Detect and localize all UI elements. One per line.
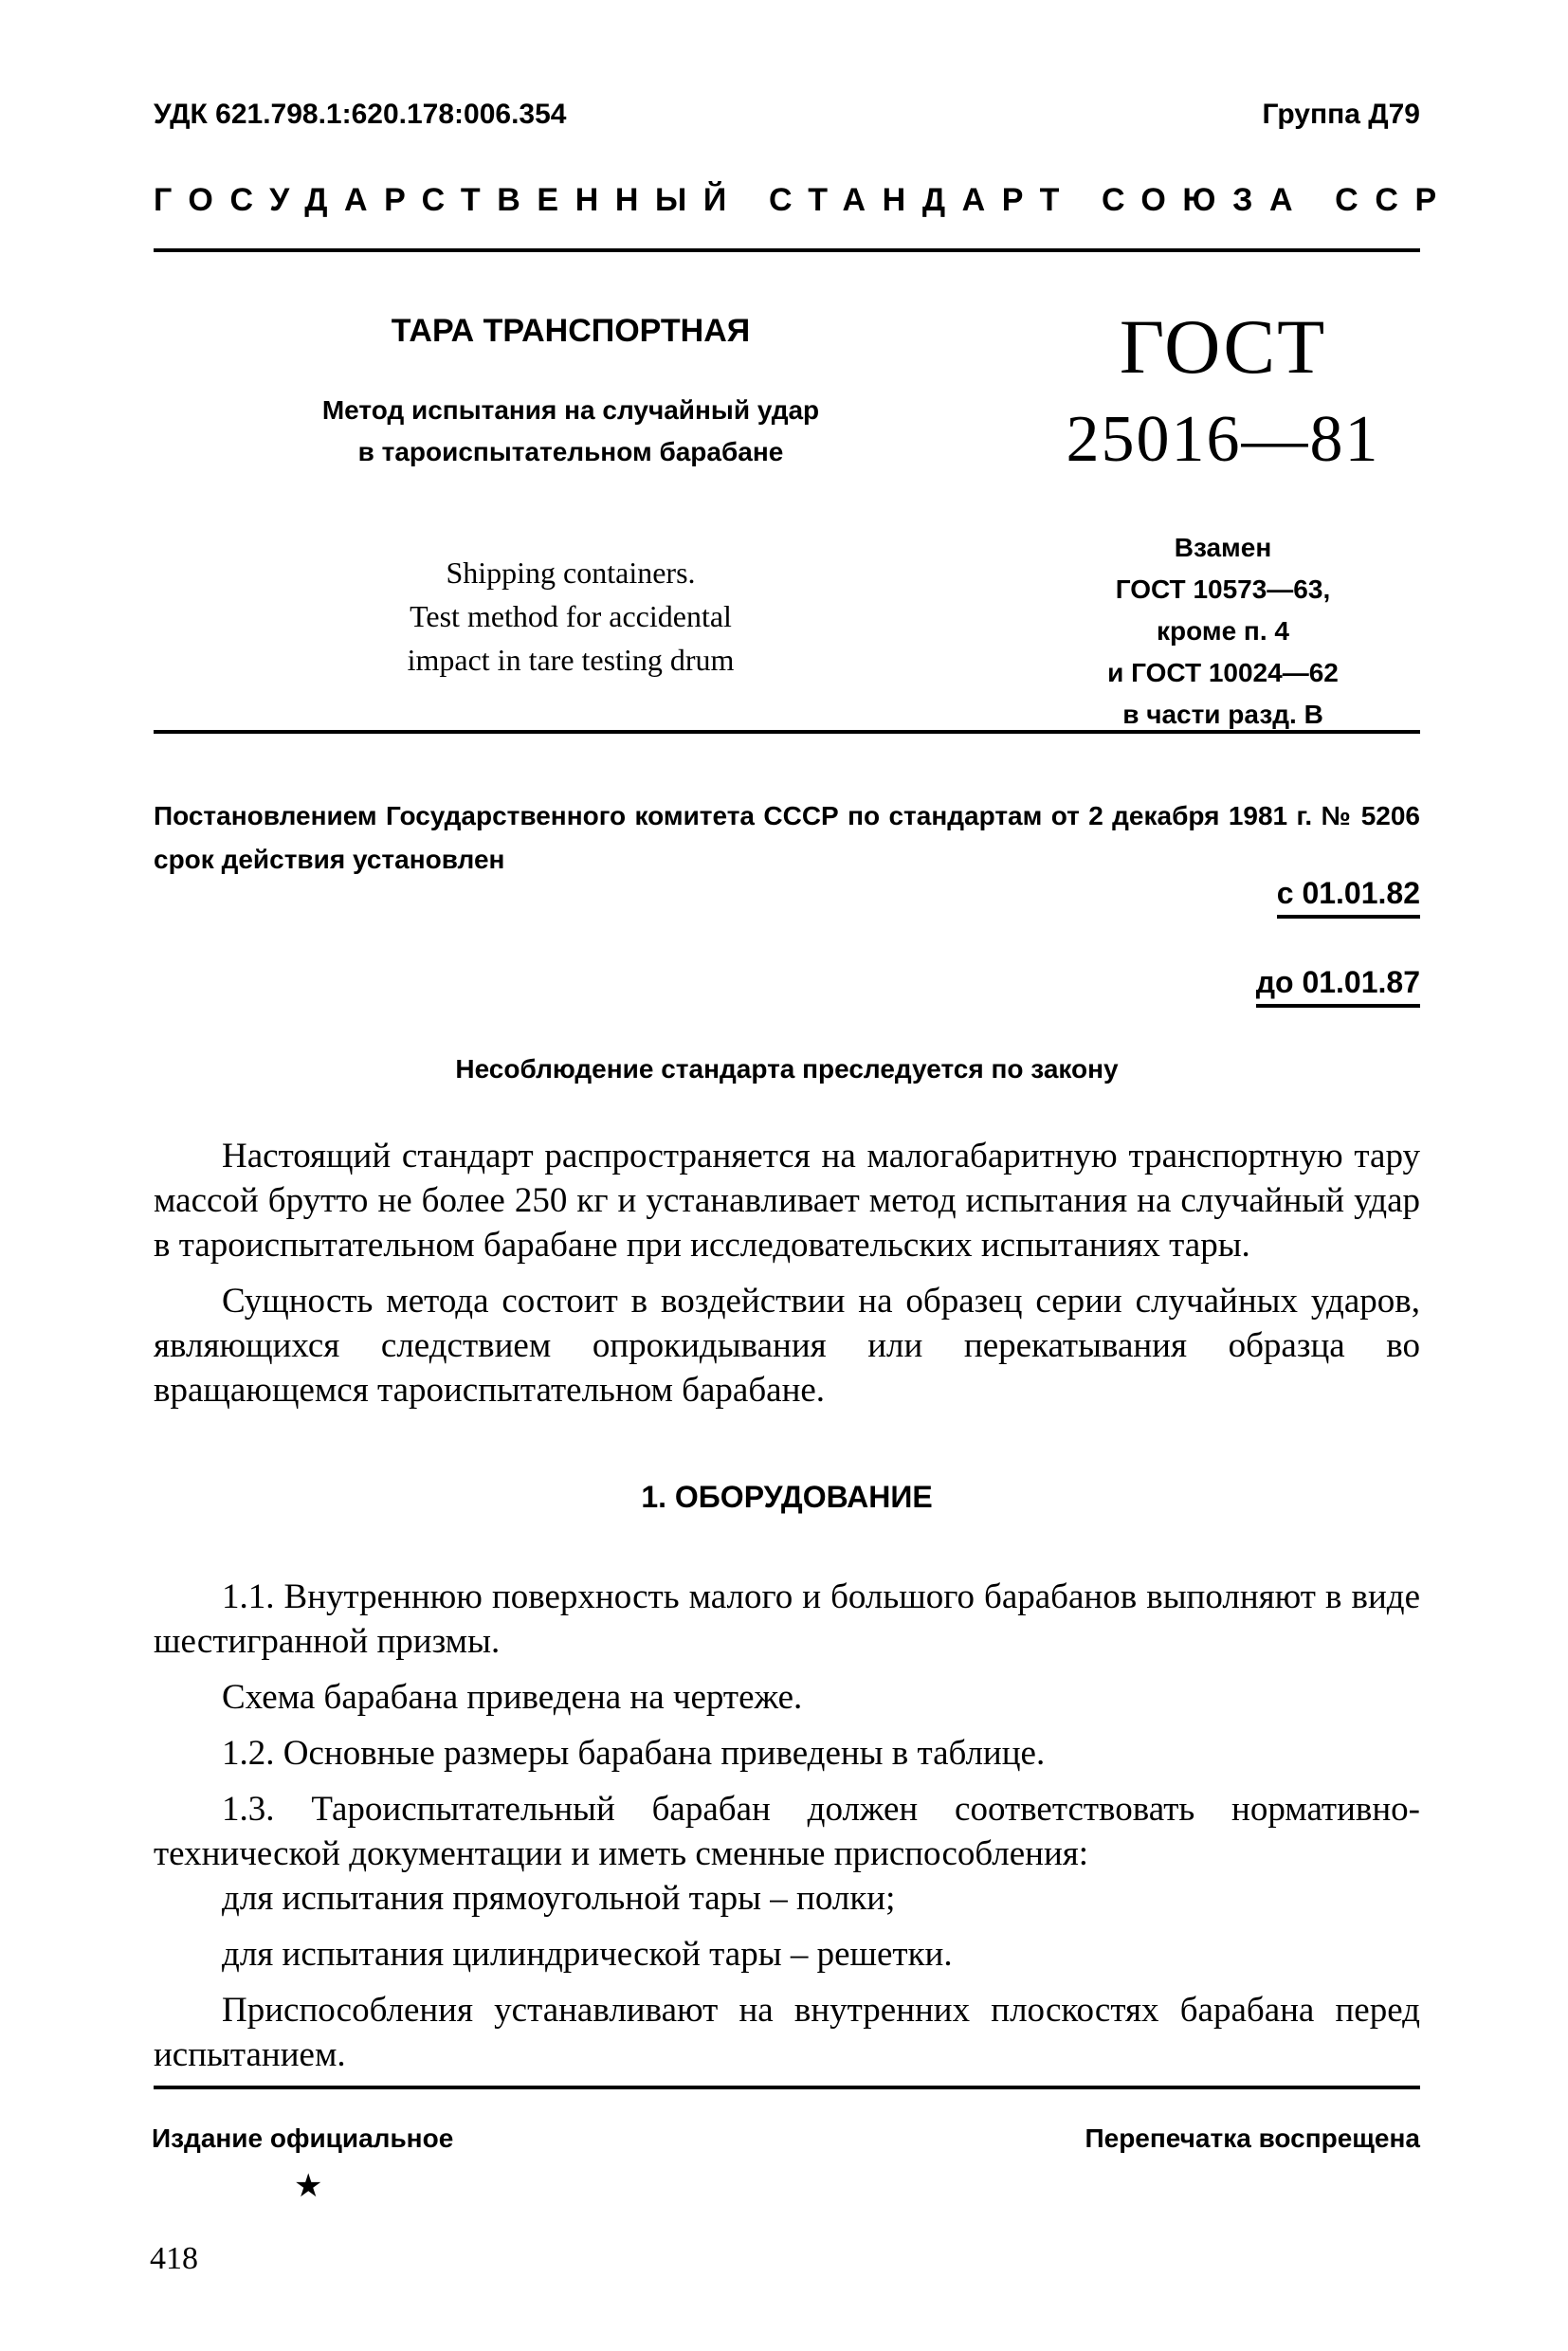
method-subtitle bbox=[154, 390, 988, 473]
effective-from: с 01.01.82 bbox=[1277, 876, 1420, 919]
replaces-line-3: кроме п. 4 bbox=[1157, 616, 1289, 646]
intro-paragraph-2: Сущность метода состоит в воздействии на образец серии случайных ударов, являющихся следствием опрокидывания или перекатывания образца во вращающемся тароиспытательном барабане. bbox=[154, 1282, 1420, 1410]
method-line-1: Метод испытания на случайный удар bbox=[321, 395, 820, 425]
english-title bbox=[154, 551, 988, 682]
middle-divider bbox=[154, 730, 1420, 734]
gost-number: 25016—81 bbox=[1066, 403, 1380, 476]
law-notice: Несоблюдение стандарта преследуется по закону bbox=[455, 1054, 1119, 1084]
intro-paragraph-1: Настоящий стандарт распространяется на малогабаритную транспортную тару массой брутто не более 250 кг и устанавливает метод испытания на случайный удар в тароиспытательном барабане при исследовательских испытаниях тары. bbox=[154, 1137, 1420, 1265]
page-number: 418 bbox=[150, 2241, 198, 2276]
clause-1-3-grates: для испытания цилиндрической тары – решетки. bbox=[222, 1935, 953, 1974]
decree-text: Постановлением Государственного комитета СССР по стандартам от 2 декабря 1981 г. № 5206 срок действия установлен bbox=[154, 801, 1420, 874]
star-icon: ★ bbox=[294, 2169, 323, 2204]
state-standard-heading: ГОСУДАРСТВЕННЫЙ СТАНДАРТ СОЮЗА ССР bbox=[154, 182, 1453, 218]
reprint-prohibited: Перепечатка воспрещена bbox=[1085, 2123, 1420, 2153]
clause-1-2: 1.2. Основные размеры барабана приведены в таблице. bbox=[222, 1734, 1046, 1773]
clause-1-1-drawing: Схема барабана приведена на чертеже. bbox=[222, 1678, 803, 1717]
replaces-line-4: и ГОСТ 10024—62 bbox=[1107, 658, 1339, 687]
english-line-3: impact in tare testing drum bbox=[407, 643, 735, 677]
gost-block bbox=[1024, 301, 1422, 736]
official-edition: Издание официальное bbox=[152, 2123, 454, 2153]
gost-label: ГОСТ bbox=[1119, 303, 1327, 390]
english-line-2: Test method for accidental bbox=[410, 599, 732, 633]
body-text bbox=[154, 1134, 1420, 2077]
clause-1-3-install: Приспособления устанавливают на внутренних плоскостях барабана перед испытанием. bbox=[154, 1991, 1420, 2074]
effective-to: до 01.01.87 bbox=[1256, 965, 1420, 1008]
replaces-line-2: ГОСТ 10573—63, bbox=[1115, 574, 1331, 604]
group-code: Группа Д79 bbox=[1262, 99, 1420, 130]
section-title: 1. ОБОРУДОВАНИЕ bbox=[641, 1480, 933, 1514]
clause-1-1: 1.1. Внутреннюю поверхность малого и большого барабанов выполняют в виде шестигранной призмы. bbox=[154, 1577, 1420, 1661]
footer-divider bbox=[154, 2086, 1420, 2089]
method-line-2: в тароиспытательном барабане bbox=[357, 437, 784, 466]
title-block bbox=[154, 313, 988, 682]
replaces-line-5: в части разд. В bbox=[1122, 700, 1323, 729]
document-title: ТАРА ТРАНСПОРТНАЯ bbox=[391, 313, 751, 349]
udk-code: УДК 621.798.1:620.178:006.354 bbox=[154, 99, 567, 130]
english-line-1: Shipping containers. bbox=[446, 556, 696, 590]
top-divider bbox=[154, 248, 1420, 252]
clause-1-3: 1.3. Тароиспытательный барабан должен соответствовать нормативно-технической документации и иметь сменные приспособления: bbox=[154, 1790, 1420, 1873]
clause-1-3-shelves: для испытания прямоугольной тары – полки; bbox=[222, 1879, 896, 1918]
replaces-line-1: Взамен bbox=[1174, 533, 1272, 562]
replaces-note bbox=[1024, 527, 1422, 736]
